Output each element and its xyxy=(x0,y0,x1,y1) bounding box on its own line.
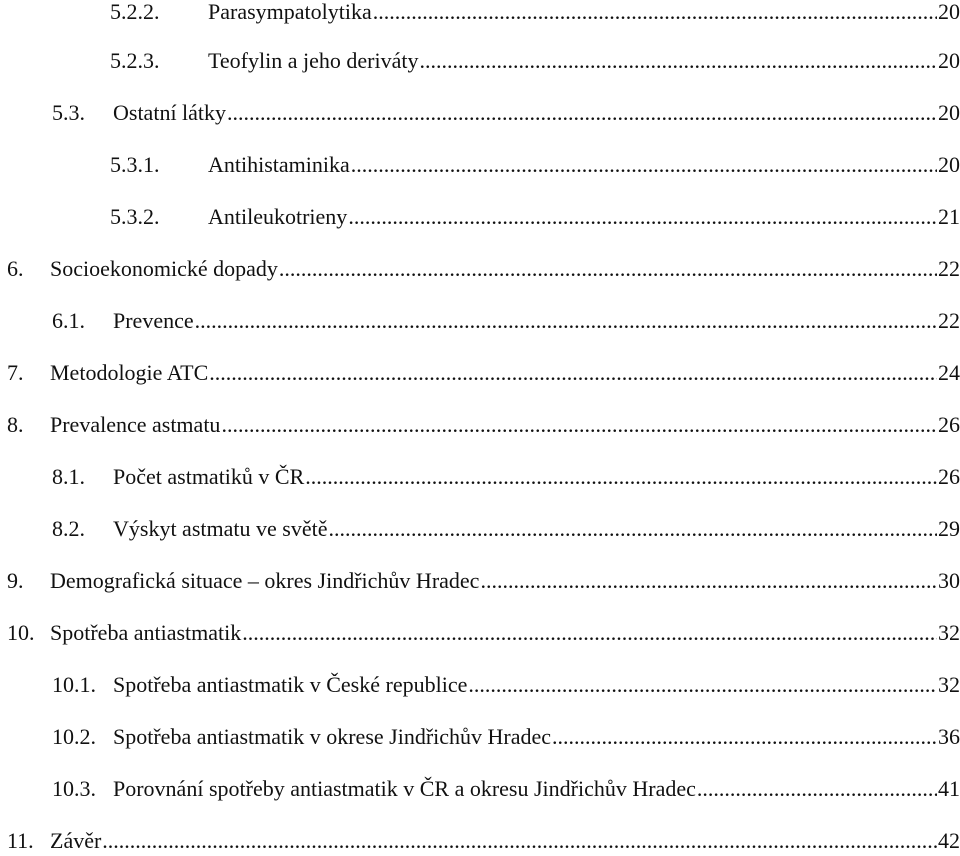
toc-entry-title: Ostatní látky xyxy=(113,100,227,125)
toc-entry[interactable] xyxy=(52,462,960,492)
toc-entry[interactable] xyxy=(52,98,960,128)
toc-entry-title: Demografická situace – okres Jindřichův Hradec xyxy=(50,568,480,593)
toc-entry[interactable] xyxy=(7,410,960,440)
toc-dot-leader xyxy=(373,0,937,27)
toc-dot-leader xyxy=(468,670,937,700)
toc-dot-leader xyxy=(552,722,937,752)
toc-entry-number: 6. xyxy=(7,256,24,281)
toc-entry-number: 6.1. xyxy=(52,308,85,333)
toc-dot-leader xyxy=(419,46,937,76)
toc-entry-page: 32 xyxy=(938,672,960,697)
toc-entry-page: 42 xyxy=(938,828,960,853)
toc-dot-leader xyxy=(102,826,937,856)
toc-entry-title: Porovnání spotřeby antiastmatik v ČR a okresu Jindřichův Hradec xyxy=(113,776,696,801)
toc-entry[interactable] xyxy=(52,722,960,752)
toc-dot-leader xyxy=(221,410,937,440)
toc-entry[interactable] xyxy=(52,774,960,804)
toc-entry-number: 10. xyxy=(7,620,35,645)
toc-dot-leader xyxy=(279,254,937,284)
toc-entry[interactable] xyxy=(110,150,960,180)
toc-entry-page: 32 xyxy=(938,620,960,645)
toc-entry[interactable] xyxy=(52,306,960,336)
toc-dot-leader xyxy=(209,358,937,388)
toc-entry-title: Spotřeba antiastmatik xyxy=(50,620,242,645)
toc-entry-number: 5.3.1. xyxy=(110,152,160,177)
toc-entry-number: 8.1. xyxy=(52,464,85,489)
toc-entry-title: Antileukotrieny xyxy=(208,204,348,229)
toc-entry[interactable] xyxy=(7,618,960,648)
toc-entry-title: Počet astmatiků v ČR xyxy=(113,464,305,489)
toc-dot-leader xyxy=(305,462,937,492)
toc-entry-number: 10.2. xyxy=(52,724,96,749)
toc-entry-page: 30 xyxy=(938,568,960,593)
toc-entry-number: 5.3. xyxy=(52,100,85,125)
toc-entry-title: Parasympatolytika xyxy=(208,0,372,24)
toc-entry[interactable] xyxy=(110,0,960,27)
toc-entry-number: 5.2.3. xyxy=(110,48,160,73)
toc-entry[interactable] xyxy=(7,566,960,596)
toc-entry-page: 24 xyxy=(938,360,960,385)
toc-dot-leader xyxy=(480,566,937,596)
toc-entry-number: 9. xyxy=(7,568,24,593)
toc-entry[interactable] xyxy=(52,514,960,544)
toc-entry-page: 22 xyxy=(938,256,960,281)
toc-entry-page: 41 xyxy=(938,776,960,801)
toc-entry-page: 20 xyxy=(938,100,960,125)
toc-entry-page: 26 xyxy=(938,412,960,437)
toc-dot-leader xyxy=(195,306,937,336)
toc-entry-number: 5.2.2. xyxy=(110,0,160,24)
toc-entry-page: 20 xyxy=(938,48,960,73)
toc-entry-page: 29 xyxy=(938,516,960,541)
toc-entry-title: Antihistaminika xyxy=(208,152,350,177)
toc-dot-leader xyxy=(697,774,937,804)
toc-entry-number: 8. xyxy=(7,412,24,437)
toc-entry-number: 7. xyxy=(7,360,24,385)
toc-entry-number: 10.3. xyxy=(52,776,96,801)
toc-entry-page: 22 xyxy=(938,308,960,333)
toc-entry-title: Prevence xyxy=(113,308,194,333)
toc-entry-title: Metodologie ATC xyxy=(50,360,209,385)
toc-dot-leader xyxy=(242,618,937,648)
toc-entry-page: 20 xyxy=(938,0,960,24)
toc-dot-leader xyxy=(348,202,937,232)
toc-entry[interactable] xyxy=(110,46,960,76)
toc-entry[interactable] xyxy=(7,826,960,856)
toc-entry-page: 26 xyxy=(938,464,960,489)
toc-entry-title: Socioekonomické dopady xyxy=(50,256,278,281)
toc-dot-leader xyxy=(351,150,937,180)
toc-entry-page: 36 xyxy=(938,724,960,749)
toc-entry-title: Závěr xyxy=(50,828,102,853)
toc-entry-title: Teofylin a jeho deriváty xyxy=(208,48,419,73)
toc-entry-title: Prevalence astmatu xyxy=(50,412,221,437)
toc-entry-number: 5.3.2. xyxy=(110,204,160,229)
toc-entry[interactable] xyxy=(52,670,960,700)
toc-entry-page: 21 xyxy=(938,204,960,229)
toc-entry[interactable] xyxy=(7,254,960,284)
toc-dot-leader xyxy=(227,98,937,128)
toc-entry-title: Spotřeba antiastmatik v České republice xyxy=(113,672,468,697)
toc-entry-number: 10.1. xyxy=(52,672,96,697)
toc-entry-page: 20 xyxy=(938,152,960,177)
toc-entry-number: 8.2. xyxy=(52,516,85,541)
toc-entry-title: Spotřeba antiastmatik v okrese Jindřichův Hradec xyxy=(113,724,552,749)
toc-entry[interactable] xyxy=(110,202,960,232)
toc-dot-leader xyxy=(328,514,937,544)
toc-entry-title: Výskyt astmatu ve světě xyxy=(113,516,328,541)
toc-entry-number: 11. xyxy=(7,828,34,853)
toc-entry[interactable] xyxy=(7,358,960,388)
